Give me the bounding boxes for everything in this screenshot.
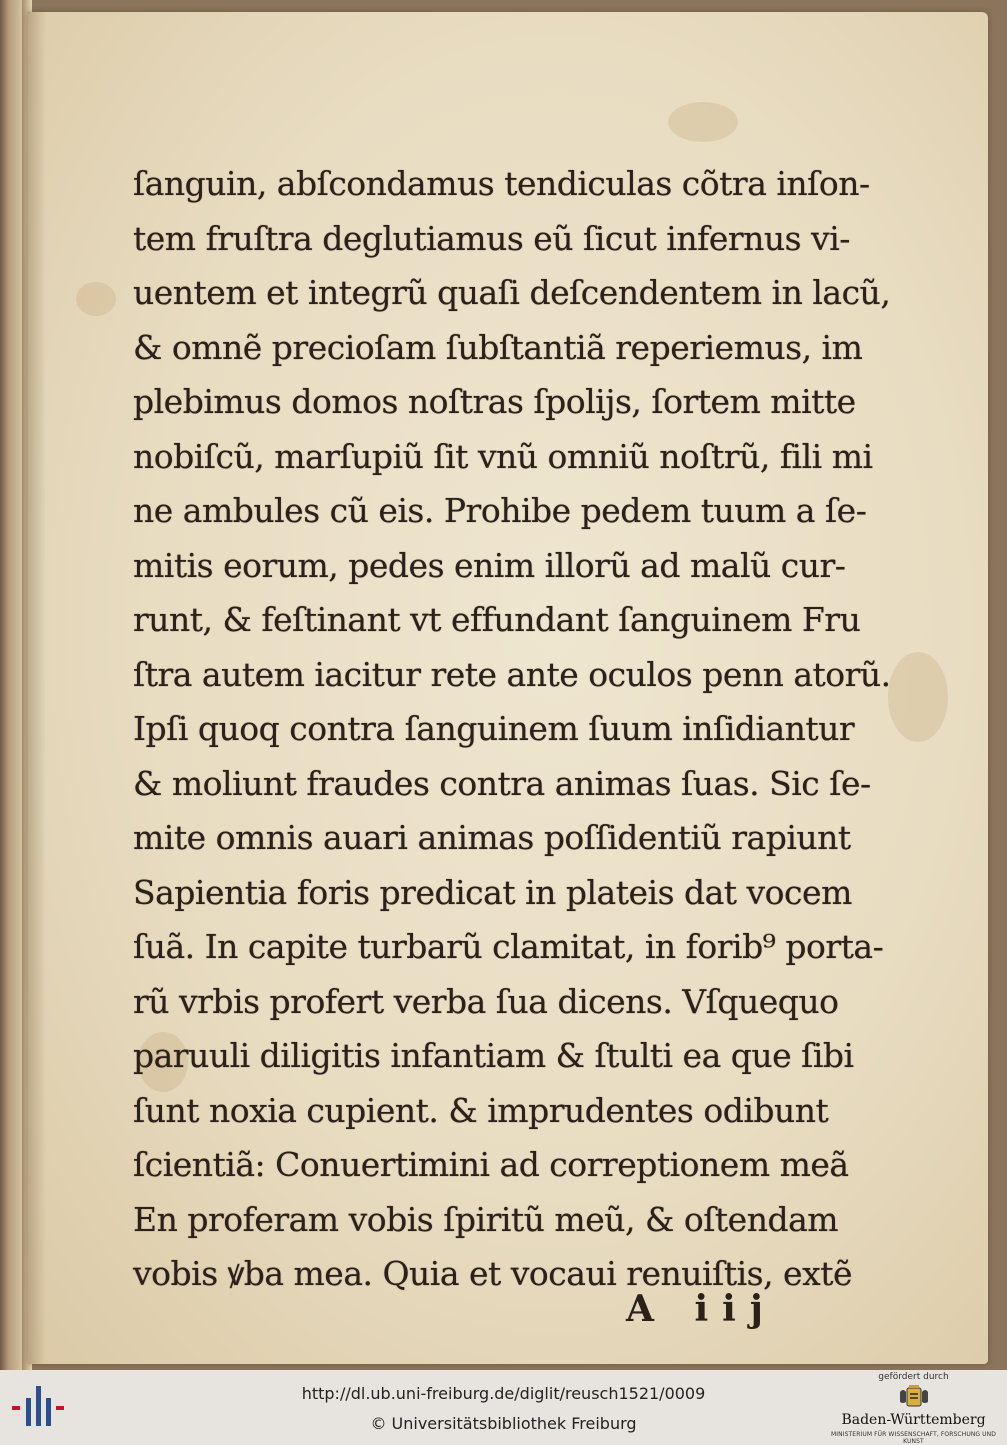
text-line: uentem et integrũ quaſi deſcendentem in lacũ,	[133, 273, 891, 312]
sponsor-subtitle: MINISTERIUM FÜR WISSENSCHAFT, FORSCHUNG UND KUNST	[831, 1431, 996, 1445]
text-line: tem fruſtra deglutiamus eũ ſicut infernus vi-	[133, 218, 850, 258]
text-line: vobis ꝟba mea. Quia et vocaui renuiſtis, extẽ	[133, 1254, 852, 1293]
sponsor-caption: gefördert durch	[878, 1372, 949, 1382]
sponsor-name: Baden-Württemberg	[841, 1412, 986, 1428]
text-line: & omnẽ precioſam ſubſtantiã reperiemus, im	[133, 327, 863, 367]
text-line: mitis eorum, pedes enim illorũ ad malũ cur-	[133, 545, 846, 585]
text-line: ne ambules cũ eis. Prohibe pedem tuum a ſe-	[133, 491, 867, 530]
footer-bar	[0, 1370, 1007, 1445]
text-line: runt, & feſtinant vt effundant ſanguinem Fru	[133, 600, 861, 639]
text-line: ſtra autem iacitur rete ante oculos penn atorũ.	[133, 654, 891, 694]
state-crest-icon	[898, 1384, 930, 1410]
text-line: plebimus domos noſtras ſpolijs, ſortem mitte	[133, 382, 856, 421]
text-line: ſcientiã: Conuertimini ad correptionem meã	[133, 1145, 849, 1184]
text-line: Sapientia foris predicat in plateis dat vocem	[133, 872, 852, 912]
text-line: Ipſi quoq contra ſanguinem ſuum inſidiantur	[133, 709, 855, 748]
text-line: rũ vrbis profert verba ſua dicens. Vſquequo	[133, 981, 839, 1021]
book-page	[28, 12, 988, 1364]
sponsor-block	[820, 1370, 1007, 1445]
text-line: paruuli diligitis infantiam & ſtulti ea que ſibi	[133, 1036, 854, 1075]
text-line: & moliunt fraudes contra animas ſuas. Sic ſe-	[133, 763, 871, 803]
text-line: En proferam vobis ſpiritũ meũ, & oſtendam	[133, 1199, 839, 1239]
left-page-edge	[0, 0, 22, 1370]
permalink-url[interactable]: http://dl.ub.uni-freiburg.de/diglit/reusch1521/0009	[301, 1384, 706, 1403]
signature-mark: A iij	[626, 1288, 777, 1330]
text-line: nobiſcũ, marſupiũ ſit vnũ omniũ noſtrũ, fili mi	[133, 436, 873, 476]
text-line: mite omnis auari animas poſſidentiũ rapiunt	[133, 818, 851, 857]
text-line: ſanguin, abſcondamus tendiculas cõtra inſon-	[133, 164, 870, 203]
text-line: ſuã. In capite turbarũ clamitat, in forib⁹ porta-	[133, 927, 884, 966]
page-text	[133, 157, 891, 1302]
copyright-notice: © Universitätsbibliothek Freiburg	[370, 1414, 637, 1433]
text-line: ſunt noxia cupient. & imprudentes odibunt	[133, 1090, 829, 1130]
